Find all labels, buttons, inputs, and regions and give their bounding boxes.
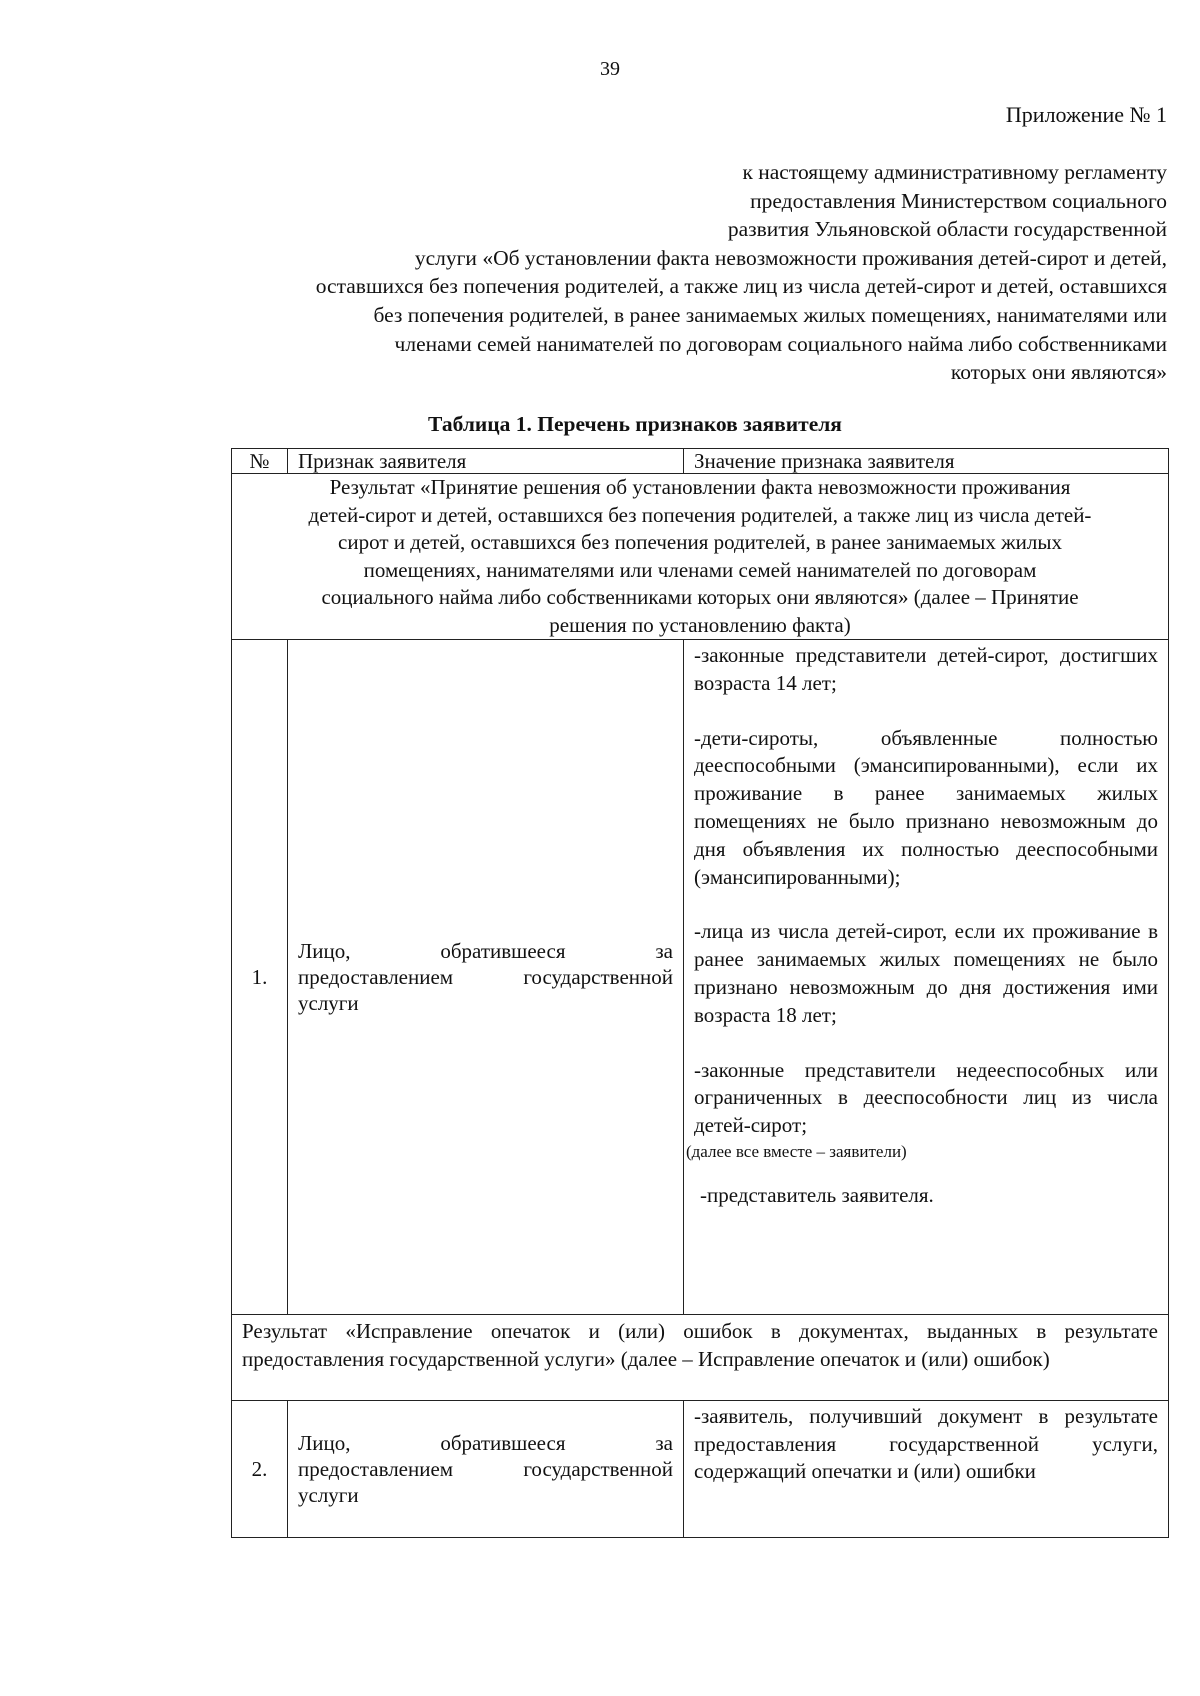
applicant-sign-rest: предоставлением государственной услуги bbox=[298, 1457, 673, 1507]
page-number: 39 bbox=[600, 58, 620, 80]
regulation-line: членами семей нанимателей по договорам социального найма либо собственниками bbox=[394, 331, 1167, 356]
regulation-reference bbox=[167, 158, 1167, 387]
applicant-sign-rest: предоставлением государственной услуги bbox=[298, 965, 673, 1015]
result-1-line: решения по установлению факта) bbox=[549, 612, 851, 637]
result-1-row bbox=[232, 474, 1169, 640]
result-1-line: Результат «Принятие решения об установлении факта невозможности проживания bbox=[329, 475, 1071, 499]
applicant-criteria-table bbox=[231, 448, 1169, 1538]
header-value: Значение признака заявителя bbox=[684, 449, 1169, 474]
result-1-heading bbox=[232, 474, 1169, 640]
table-row bbox=[232, 1401, 1169, 1538]
header-sign: Признак заявителя bbox=[288, 449, 684, 474]
regulation-line: услуги «Об установлении факта невозможности проживания детей-сирот и детей, bbox=[414, 245, 1167, 270]
result-1-line: социального найма либо собственниками которых они являются» (далее – Принятие bbox=[321, 585, 1079, 609]
applicant-sign-first-line: Лицо, обратившееся за bbox=[298, 1431, 673, 1455]
table-header-row bbox=[232, 449, 1169, 474]
applicant-sign bbox=[288, 1401, 684, 1538]
row-number: 2. bbox=[232, 1401, 288, 1538]
regulation-line: к настоящему административному регламенту bbox=[742, 160, 1167, 184]
applicant-sign-first-line: Лицо, обратившееся за bbox=[298, 939, 673, 963]
value-item-representative: -представитель заявителя. bbox=[700, 1182, 934, 1207]
result-1-line: сирот и детей, оставшихся без попечения родителей, в ранее занимаемых жилых bbox=[338, 530, 1062, 554]
result-2-row bbox=[232, 1315, 1169, 1401]
value-item: -законные представители детей-сирот, достигших возраста 14 лет; bbox=[694, 643, 1158, 695]
value-item: -лица из числа детей-сирот, если их проживание в ранее занимаемых жилых помещениях не было признано невозможным до дня достижения ими возраста 18 лет; bbox=[694, 919, 1158, 1027]
result-1-line: помещениях, нанимателями или членами семей нанимателей по договорам bbox=[363, 557, 1037, 582]
regulation-line: без попечения родителей, в ранее занимаемых жилых помещениях, нанимателями или bbox=[373, 302, 1167, 327]
applicant-sign bbox=[288, 640, 684, 1315]
result-1-line: детей-сирот и детей, оставшихся без попечения родителей, а также лиц из числа детей- bbox=[308, 502, 1092, 527]
table-title: Таблица 1. Перечень признаков заявителя bbox=[428, 412, 842, 436]
regulation-line: предоставления Министерством социального bbox=[750, 188, 1167, 213]
result-2-heading: Результат «Исправление опечаток и (или) ошибок в документах, выданных в результате предоставления государственной услуги» (далее – Исправление опечаток и (или) ошибок) bbox=[232, 1315, 1169, 1401]
applicant-values bbox=[684, 640, 1169, 1315]
regulation-line: развития Ульяновской области государственной bbox=[727, 217, 1167, 242]
table-row bbox=[232, 640, 1169, 1315]
value-item: -законные представители недееспособных или ограниченных в дееспособности лиц из числа детей-сирот; bbox=[694, 1057, 1158, 1138]
value-item: -дети-сироты, объявленные полностью дееспособными (эмансипированными), если их проживание в ранее занимаемых жилых помещениях не было признано невозможным до дня объявления их полностью дееспособными (эмансипированными); bbox=[694, 725, 1158, 889]
regulation-line: которых они являются» bbox=[950, 360, 1167, 385]
applicants-note: (далее все вместе – заявители) bbox=[686, 1141, 907, 1161]
applicant-value: -заявитель, получивший документ в результате предоставления государственной услуги, содержащий опечатки и (или) ошибки bbox=[684, 1401, 1169, 1538]
regulation-line: оставшихся без попечения родителей, а также лиц из числа детей-сирот и детей, оставшихся bbox=[315, 274, 1167, 299]
header-number: № bbox=[232, 449, 288, 474]
row-number: 1. bbox=[232, 640, 288, 1315]
appendix-title: Приложение № 1 bbox=[1005, 102, 1167, 127]
